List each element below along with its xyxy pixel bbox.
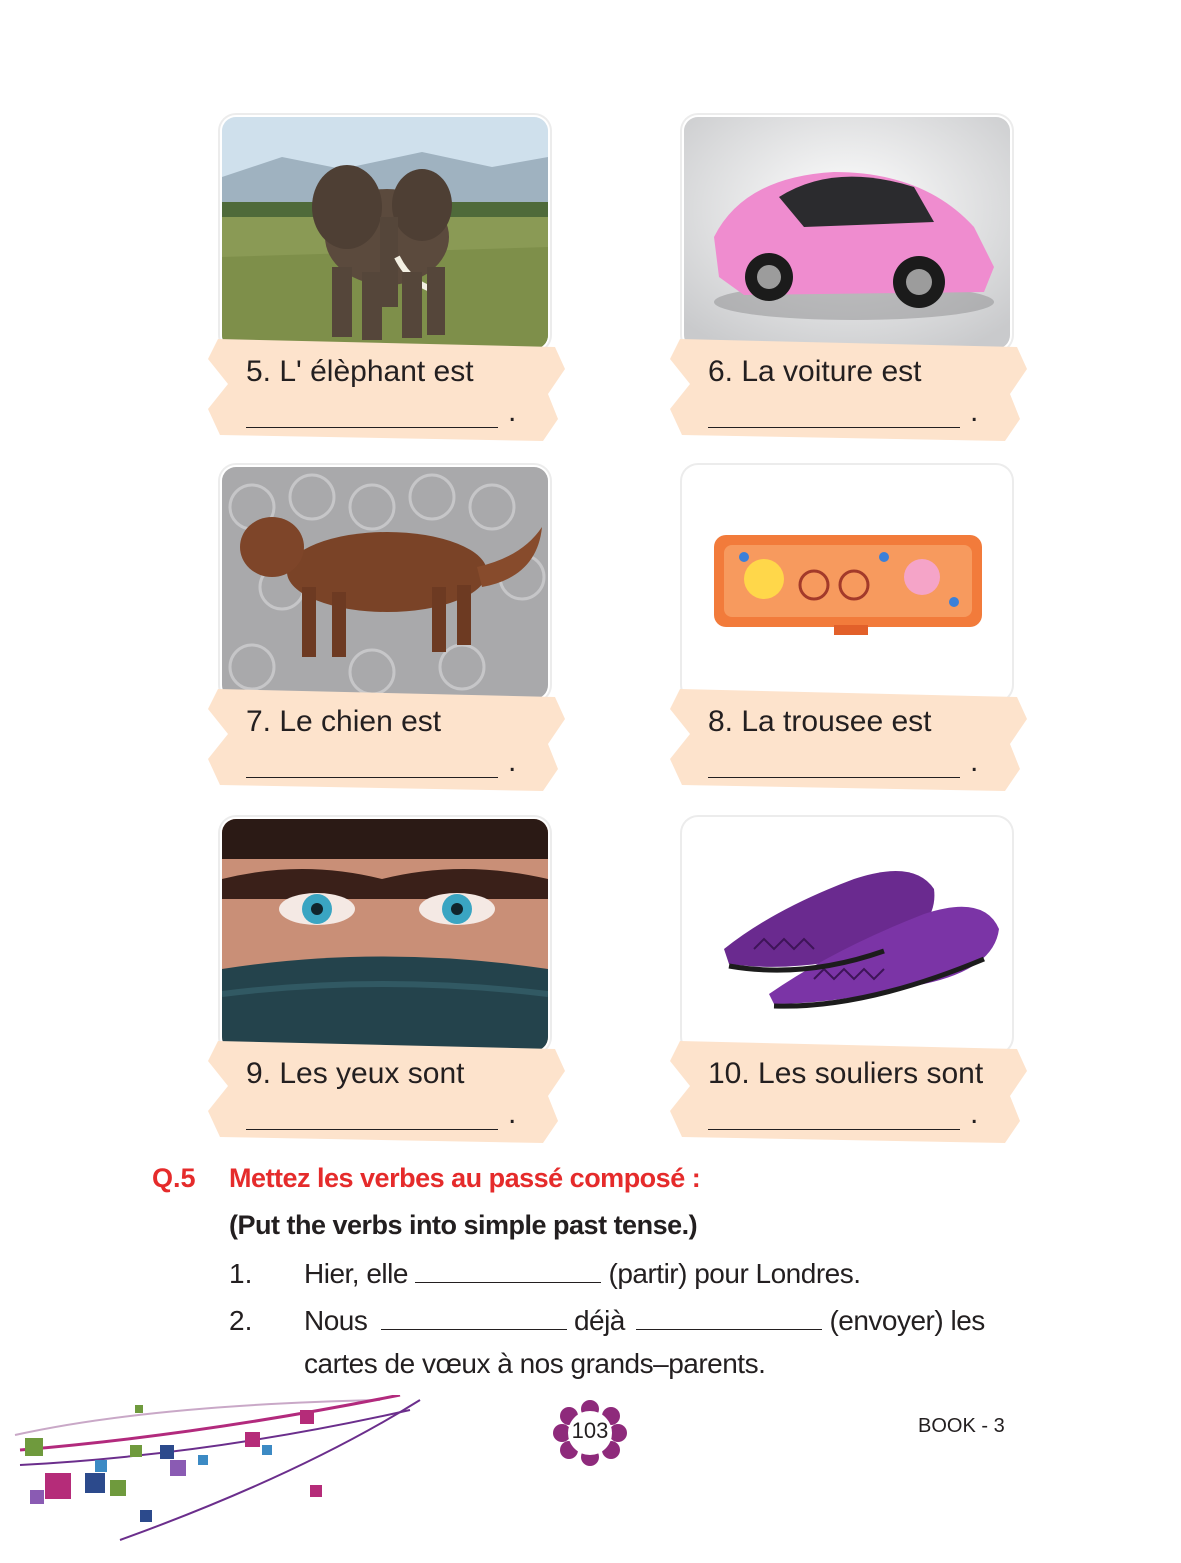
blue-eyes-photo [222, 819, 548, 1051]
period: . [970, 745, 979, 778]
caption-banner [670, 689, 1027, 791]
item-text: (partir) pour Londres. [608, 1258, 861, 1289]
item-text: Nous [304, 1305, 368, 1336]
caption-banner [208, 689, 565, 791]
period: . [970, 395, 979, 428]
exercise-card-8 [670, 463, 1010, 793]
period: . [508, 1097, 517, 1130]
question-title: Mettez les verbes au passé composé : [229, 1163, 701, 1193]
period: . [508, 745, 517, 778]
answer-blank[interactable] [246, 777, 498, 778]
purple-shoes-photo [684, 819, 1010, 1051]
elephant-photo [222, 117, 548, 349]
page-number: 103 [571, 1418, 609, 1443]
item-text: déjà [573, 1305, 625, 1336]
caption-banner [208, 339, 565, 441]
caption-banner [670, 1041, 1027, 1143]
exercise-card-6 [670, 113, 1010, 443]
pencil-case-photo [684, 467, 1010, 699]
exercise-card-5 [208, 113, 548, 443]
exercise-item-1 [304, 1258, 861, 1290]
answer-blank[interactable] [708, 427, 960, 428]
exercise-caption: 8. La trousee est [708, 705, 932, 738]
question-number: Q.5 [152, 1163, 196, 1193]
decorative-swoosh [0, 1395, 430, 1545]
answer-blank[interactable] [636, 1305, 822, 1330]
item-text: (envoyer) les [829, 1305, 985, 1336]
brown-dog-photo [222, 467, 548, 699]
period: . [508, 395, 517, 428]
question-subtitle: (Put the verbs into simple past tense.) [229, 1210, 698, 1240]
exercise-card-10 [670, 815, 1010, 1145]
book-label: BOOK - 3 [918, 1415, 1005, 1437]
answer-blank[interactable] [415, 1258, 601, 1283]
exercise-caption: 9. Les yeux sont [246, 1057, 465, 1090]
caption-banner [208, 1041, 565, 1143]
pink-car-photo [684, 117, 1010, 349]
item-text: Hier, elle [304, 1258, 408, 1289]
exercise-caption: 7. Le chien est [246, 705, 442, 738]
exercise-card-9 [208, 815, 548, 1145]
answer-blank[interactable] [381, 1305, 567, 1330]
exercise-card-7 [208, 463, 548, 793]
answer-blank[interactable] [708, 1129, 960, 1130]
item-number: 1. [229, 1258, 253, 1289]
exercise-item-2-continued: cartes de vœux à nos grands–parents. [304, 1348, 766, 1379]
exercise-caption: 10. Les souliers sont [708, 1057, 984, 1090]
exercise-caption: 5. L' élèphant est [246, 355, 474, 388]
exercise-item-2 [304, 1305, 985, 1337]
exercise-caption: 6. La voiture est [708, 355, 922, 388]
period: . [970, 1097, 979, 1130]
answer-blank[interactable] [246, 427, 498, 428]
answer-blank[interactable] [708, 777, 960, 778]
caption-banner [670, 339, 1027, 441]
answer-blank[interactable] [246, 1129, 498, 1130]
item-number: 2. [229, 1305, 253, 1336]
